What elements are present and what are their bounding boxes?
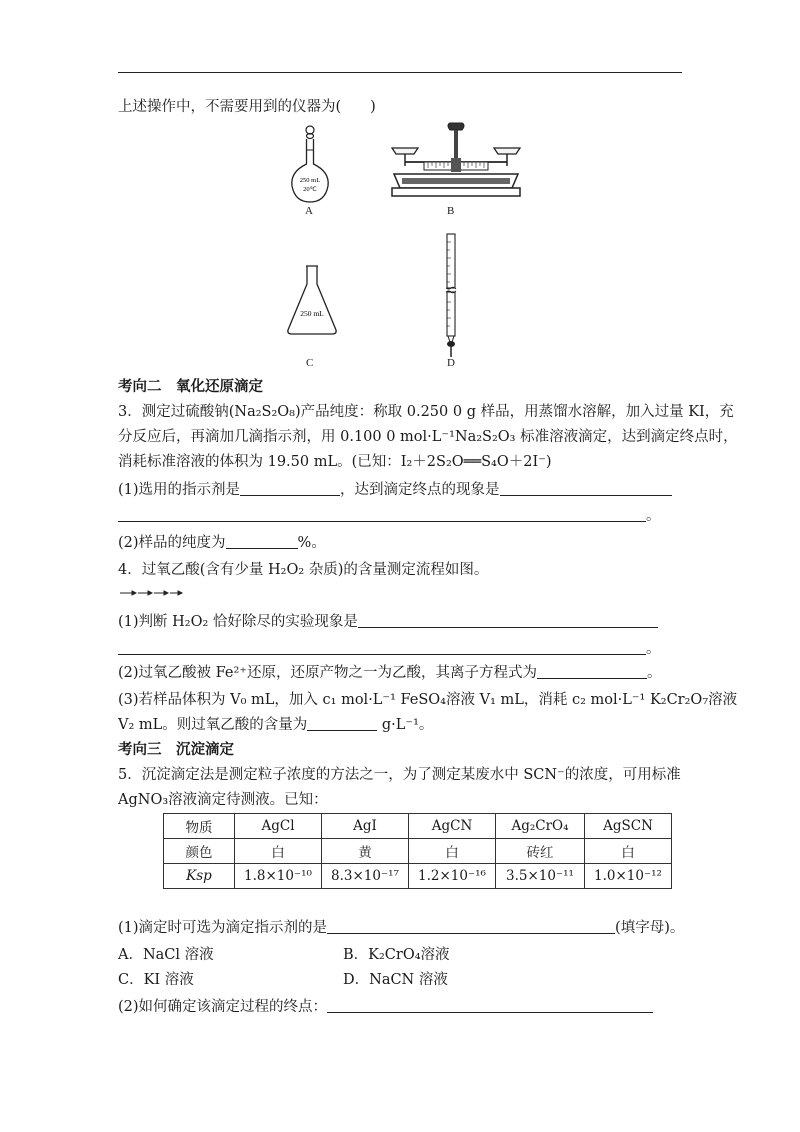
ionic-equation-blank[interactable]	[537, 664, 647, 679]
table-cell: Ag₂CrO₄	[496, 814, 585, 839]
q5-line1: 5．沉淀滴定法是测定粒子浓度的方法之一，为了测定某废水中 SCN⁻的浓度，可用标准	[118, 767, 681, 783]
endpoint-determination-blank[interactable]	[327, 998, 653, 1013]
q4-sub1-cont	[118, 639, 661, 659]
table-cell: 1.0×10⁻¹²	[585, 864, 672, 889]
option-c[interactable]: C．KI 溶液	[118, 972, 194, 988]
option-a[interactable]: A．NaCl 溶液	[118, 947, 214, 963]
endpoint-phenomenon-blank[interactable]	[500, 481, 672, 496]
table-cell: AgCN	[409, 814, 496, 839]
h2o2-phenomenon-blank[interactable]	[358, 613, 658, 628]
q5-sub2-text: (2)如何确定该滴定过程的终点：	[118, 999, 328, 1015]
table-cell: 3.5×10⁻¹¹	[496, 864, 585, 889]
purity-answer-blank[interactable]	[226, 534, 298, 549]
option-d[interactable]: D．NaCN 溶液	[343, 972, 448, 988]
table-cell: 白	[585, 839, 672, 864]
ksp-table	[163, 813, 672, 889]
balance-icon	[388, 122, 524, 202]
q4-sub1-text: (1)判断 H₂O₂ 恰好除尽的实验现象是	[118, 614, 358, 630]
q3-sub1-cont	[118, 506, 661, 526]
q3-sub1-text-b: ，达到滴定终点的现象是	[340, 482, 500, 498]
q4-sub2-text-b: 。	[646, 665, 662, 681]
q4-end-mark: 。	[646, 641, 661, 657]
q5-sub1	[118, 918, 684, 938]
indicator-answer-blank[interactable]	[240, 481, 340, 496]
label-c: C	[306, 357, 314, 369]
table-cell: 8.3×10⁻¹⁷	[322, 864, 409, 889]
flask-a-volume: 250 mL	[299, 177, 321, 184]
label-b: B	[447, 205, 455, 217]
table-cell: 颜色	[164, 839, 235, 864]
header-rule	[118, 72, 682, 73]
section2-title: 考向二 氧化还原滴定	[118, 378, 263, 395]
option-b[interactable]: B．K₂CrO₄溶液	[343, 947, 450, 963]
h2o2-phenomenon-blank-2[interactable]	[118, 640, 646, 655]
flask-c-volume: 250 mL	[300, 309, 324, 318]
indicator-choice-blank[interactable]	[327, 919, 615, 934]
q3-end-mark: 。	[646, 508, 661, 524]
q3-sub2-text-b: %。	[297, 535, 326, 551]
q5-sub1-text-b: (填字母)。	[615, 920, 685, 936]
table-cell: AgSCN	[585, 814, 672, 839]
table-row	[164, 839, 672, 864]
table-cell: 1.2×10⁻¹⁶	[409, 864, 496, 889]
q3-line3: 消耗标准溶液的体积为 19.50 mL。(已知：I₂＋2S₂O══S₄O＋2I⁻)	[118, 454, 552, 470]
q5-line2: AgNO₃溶液滴定待测液。已知：	[118, 792, 328, 808]
table-row	[164, 814, 672, 839]
table-cell: 物质	[164, 814, 235, 839]
endpoint-phenomenon-blank-2[interactable]	[118, 507, 646, 522]
table-cell: AgCl	[235, 814, 322, 839]
table-cell: 1.8×10⁻¹⁰	[235, 864, 322, 889]
q3-sub2	[118, 533, 326, 553]
section3-title: 考向三 沉淀滴定	[118, 741, 234, 758]
table-cell: 黄	[322, 839, 409, 864]
table-cell: 白	[235, 839, 322, 864]
flow-diagram-arrows	[118, 588, 188, 598]
q3-sub1	[118, 480, 672, 500]
q4-sub3-line2	[118, 715, 433, 735]
q5-sub1-text-a: (1)滴定时可选为滴定指示剂的是	[118, 920, 328, 936]
table-row	[164, 864, 672, 889]
q4-sub2	[118, 663, 661, 683]
table-cell: 白	[409, 839, 496, 864]
table-cell: 砖红	[496, 839, 585, 864]
table-cell: AgI	[322, 814, 409, 839]
volumetric-flask-icon	[282, 124, 338, 204]
intro-question: 上述操作中，不需要用到的仪器为( )	[118, 99, 376, 115]
burette-icon	[438, 232, 464, 360]
q4-line1: 4．过氧乙酸(含有少量 H₂O₂ 杂质)的含量测定流程如图。	[118, 562, 489, 578]
q4-sub1	[118, 612, 658, 632]
q4-sub3-text-a: V₂ mL。则过氧乙酸的含量为	[118, 717, 308, 733]
conical-flask-icon	[284, 264, 340, 336]
table-cell: Ksp	[164, 864, 235, 889]
q5-sub2	[118, 997, 653, 1017]
q4-sub2-text-a: (2)过氧乙酸被 Fe²⁺还原，还原产物之一为乙酸，其离子方程式为	[118, 665, 537, 681]
flask-a-temp: 20℃	[303, 186, 317, 193]
q3-line2: 分反应后，再滴加几滴指示剂，用 0.100 0 mol·L⁻¹Na₂S₂O₃ 标准溶液滴定，达到滴定终点时，	[118, 429, 738, 445]
q4-sub3-text-b: g·L⁻¹。	[377, 717, 434, 733]
q3-line1: 3．测定过硫酸钠(Na₂S₂O₈)产品纯度：称取 0.250 0 g 样品，用蒸馏水溶解，加入过量 KI，充	[118, 404, 734, 420]
q3-sub2-text-a: (2)样品的纯度为	[118, 535, 226, 551]
q3-sub1-text-a: (1)选用的指示剂是	[118, 482, 241, 498]
label-a: A	[305, 205, 313, 217]
label-d: D	[447, 357, 455, 369]
content-answer-blank[interactable]	[307, 716, 377, 731]
q4-sub3-line1: (3)若样品体积为 V₀ mL，加入 c₁ mol·L⁻¹ FeSO₄溶液 V₁ mL，消耗 c₂ mol·L⁻¹ K₂Cr₂O₇溶液	[118, 692, 738, 708]
